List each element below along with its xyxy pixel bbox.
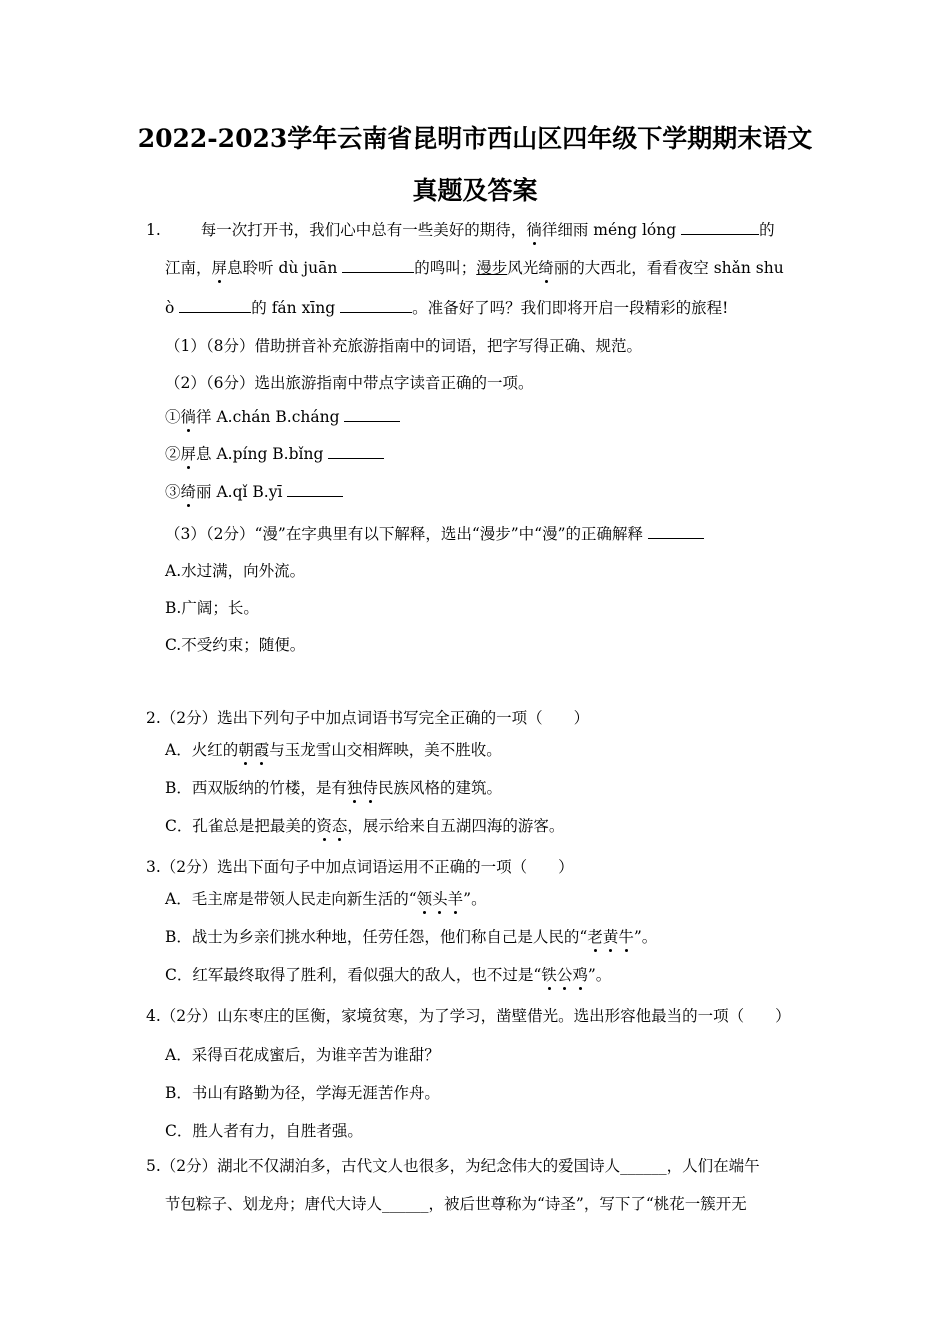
question-4-stem: 4.（2分）山东枣庄的匡衡，家境贫寒，为了学习，凿壁借光。选出形容他最当的一项（ ） [146, 1007, 791, 1025]
dotted-char: 黄 [602, 928, 619, 946]
question-2-stem: 2.（2分）选出下列句子中加点词语书写完全正确的一项（ ） [146, 709, 590, 727]
dotted-char: 羊 [447, 890, 464, 908]
underlined-word: 漫步 [476, 259, 508, 277]
question-1-line-1: 1. 每一次打开书，我们心中总有一些美好的期待，徜徉细雨 méng lóng 的 [146, 218, 775, 241]
dotted-char: 屏 [180, 445, 197, 463]
question-5-line-2: 节包粽子、划龙舟；唐代大诗人______，被后世尊称为“诗圣”，写下了“桃花一簇开无 [165, 1195, 747, 1213]
answer-blank [648, 522, 704, 539]
answer-blank [287, 480, 343, 497]
dotted-char: 绮 [538, 259, 554, 277]
answer-blank [340, 296, 412, 313]
dotted-char: 霞 [253, 741, 270, 759]
question-1-option-2: ②屏息 A.píng B.bǐng [165, 442, 384, 465]
dotted-char: 公 [556, 966, 573, 984]
dotted-char: 侍 [362, 779, 378, 797]
answer-blank [328, 442, 384, 459]
question-5-line-1: 5.（2分）湖北不仅湖泊多，古代文人也很多，为纪念伟大的爱国诗人______，人们在端午 [146, 1157, 760, 1175]
dotted-char: 独 [346, 779, 363, 797]
dotted-char: 态 [331, 817, 348, 835]
dotted-char: 头 [432, 890, 448, 908]
question-1-sub-2: （2）（6分）选出旅游指南中带点字读音正确的一项。 [165, 374, 534, 392]
question-3-stem: 3.（2分）选出下面句子中加点词语运用不正确的一项（ ） [146, 858, 574, 876]
dotted-char: 朝 [238, 741, 254, 759]
question-3-option-b: B．战士为乡亲们挑水种地，任劳任怨，他们称自己是人民的“老黄牛”。 [165, 928, 658, 946]
dotted-char: 领 [416, 890, 433, 908]
answer-blank [342, 256, 414, 273]
answer-blank [344, 405, 400, 422]
dotted-char: 鸡 [572, 966, 588, 984]
dotted-char: 屏 [211, 259, 228, 277]
dotted-char: 绮 [180, 483, 197, 501]
question-1-sub-1: （1）（8分）借助拼音补充旅游指南中的词语，把字写得正确、规范。 [165, 337, 642, 355]
dotted-char: 牛 [618, 928, 634, 946]
question-4-option-c: C．胜人者有力，自胜者强。 [165, 1122, 363, 1140]
exam-title-line1: 2022-2023学年云南省昆明市西山区四年级下学期期末语文 [137, 124, 813, 153]
question-1-option-1: ①徜徉 A.chán B.cháng [165, 405, 400, 428]
dotted-char: 铁 [541, 966, 557, 984]
answer-blank [179, 296, 251, 313]
choice-a: A.水过满，向外流。 [165, 562, 306, 580]
question-2-option-c: C．孔雀总是把最美的资态，展示给来自五湖四海的游客。 [165, 817, 565, 835]
question-1-number: 1. [146, 221, 161, 239]
question-2-option-b: B．西双版纳的竹楼，是有独侍民族风格的建筑。 [165, 779, 502, 797]
question-1-sub-3: （3）（2分）“漫”在字典里有以下解释，选出“漫步”中“漫”的正确解释 [165, 522, 704, 545]
dotted-char: 资 [316, 817, 332, 835]
choice-b: B.广阔；长。 [165, 599, 259, 617]
choice-c: C.不受约束；随便。 [165, 636, 306, 654]
question-1-line-2: 江南，屏息聆听 dù juān 的鸣叫；漫步风光绮丽的大西北，看看夜空 shǎn shu [165, 256, 784, 279]
question-1-line-3: ò 的 fán xīng 。准备好了吗？我们即将开启一段精彩的旅程! [165, 296, 728, 319]
question-4-option-a: A．采得百花成蜜后，为谁辛苦为谁甜？ [165, 1046, 440, 1064]
exam-title-line2: 真题及答案 [412, 176, 538, 205]
question-3-option-a: A．毛主席是带领人民走向新生活的“领头羊”。 [165, 890, 487, 908]
dotted-char: 老 [587, 928, 603, 946]
question-1-option-3: ③绮丽 A.qǐ B.yī [165, 480, 343, 503]
question-3-option-c: C．红军最终取得了胜利，看似强大的敌人，也不过是“铁公鸡”。 [165, 966, 612, 984]
answer-blank [681, 218, 759, 235]
dotted-char: 徜 [526, 221, 542, 239]
question-4-option-b: B．书山有路勤为径，学海无涯苦作舟。 [165, 1084, 440, 1102]
question-2-option-a: A．火红的朝霞与玉龙雪山交相辉映，美不胜收。 [165, 741, 502, 759]
dotted-char: 徜 [180, 408, 197, 426]
